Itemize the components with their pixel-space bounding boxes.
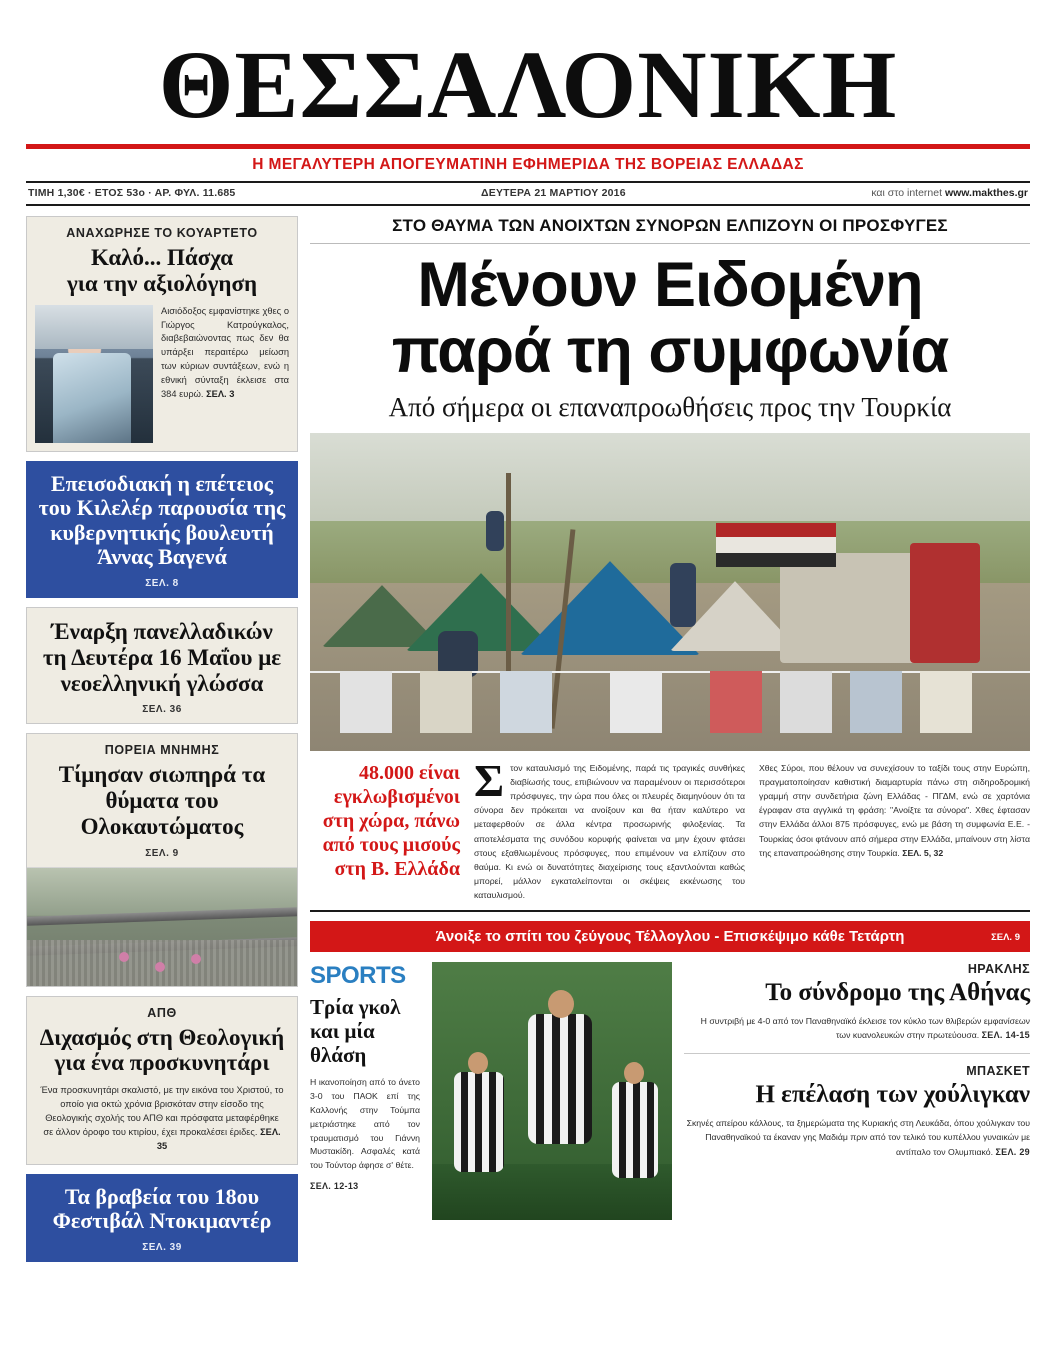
hanging-cloth bbox=[920, 671, 972, 733]
page-content bbox=[26, 216, 1030, 1271]
lead-headline-line1: Μένουν Ειδομένη bbox=[417, 250, 923, 321]
website-prefix: και στο internet bbox=[871, 187, 945, 200]
promo-strip-page-ref: ΣΕΛ. 9 bbox=[991, 932, 1020, 944]
player-head bbox=[468, 1052, 488, 1074]
teaser-body bbox=[684, 1117, 1030, 1160]
story-body-paragraph: Ένα προσκυνητάρι σκαλιστό, με την εικόνα του Χριστού, το οποίο για οκτώ χρόνια βρισκόταν στην είσοδο της Θεολογικής σχολής του ΑΠΘ και πρόσφατα μεταφέρθηκε σε άλλον όροφο του κτιρίου, έχει προκαλέσει έριδες. bbox=[40, 1085, 284, 1137]
teaser-iraklis[interactable] bbox=[684, 962, 1030, 1043]
player-head bbox=[548, 990, 574, 1018]
lead-page-ref: ΣΕΛ. 5, 32 bbox=[902, 847, 944, 858]
player-head bbox=[624, 1062, 644, 1084]
story-kicker: ΑΝΑΧΩΡΗΣΕ ΤΟ ΚΟΥΑΡΤΕΤΟ bbox=[66, 226, 258, 241]
person-figure bbox=[670, 563, 696, 627]
story-page-ref: ΣΕΛ. 36 bbox=[142, 704, 182, 716]
hanging-cloth bbox=[710, 671, 762, 733]
story-page-ref: ΣΕΛ. 35 bbox=[156, 1126, 281, 1151]
sports-body: Η ικανοποίηση από το άνετο 3-0 του ΠΑΟΚ επί της Καλλονής στην Τούμπα μετριάστηκε από τον τραυματισμό του Γιάννη Μυστακίδη. Ασφαλές κατά του Τούντορ άφησε σ' θέτε. bbox=[310, 1076, 420, 1171]
promo-strip-telloglou[interactable] bbox=[310, 921, 1030, 952]
sidebar-story-documentary[interactable] bbox=[26, 1174, 298, 1262]
website-url[interactable]: www.makthes.gr bbox=[944, 187, 1028, 200]
person-figure bbox=[486, 511, 504, 551]
football-player bbox=[454, 1072, 504, 1172]
lead-highlight: 48.000 είναι εγκλωβισμένοι στη χώρα, πάνω από τους μισούς στη Β. Ελλάδα bbox=[322, 762, 460, 881]
football-player bbox=[612, 1082, 658, 1178]
hanging-cloth bbox=[420, 671, 472, 733]
sidebar-story-kileler[interactable] bbox=[26, 461, 298, 599]
masthead-red-rule bbox=[26, 144, 1030, 149]
issue-info: ΤΙΜΗ 1,30€ · ΕΤΟΣ 53ο · ΑΡ. ΦΥΛ. 11.685 bbox=[28, 187, 236, 200]
left-sidebar bbox=[26, 216, 298, 1271]
story-page-ref: ΣΕΛ. 8 bbox=[145, 578, 179, 590]
hanging-cloth bbox=[850, 671, 902, 733]
story-headline: Τίμησαν σιωπηρά τα θύματα του Ολοκαυτώματος bbox=[58, 762, 266, 839]
football-player bbox=[528, 1014, 592, 1144]
lead-article-column-1 bbox=[474, 755, 745, 902]
teaser-body-text: Σκηνές απείρου κάλλους, τα ξημερώματα της Κυριακής στη Λευκάδα, όπου χούλιγκαν του Παναθηναϊκού τα έκαναν γης Μαδιάμ πριν από τον τελικό του κυπέλλου γυναικών με αντίπαλο τον Ολυμπιακό. bbox=[686, 1117, 1030, 1157]
lead-article-text-2: Χθες Σύροι, που θέλουν να συνεχίσουν το ταξίδι τους στην Ευρώπη, πραγματοποίησαν καθιστική διαμαρτυρία πάνω στη σιδηροδρομική γραμμή στην συνδετήρια ζώνη Ελλάδας - ΠΓΔΜ, ενώ σε χαρτόνια έγραφαν στα αγγλικά τη φράση: "Ανοίξτε τα σύνορα". Χθες έφτασαν στην Ελλάδα άλλοι 875 πρόσφυγες, ενώ με βάση τη συμφωνία Ε.Ε. - Τουρκίας όσοι φτάνουν από σήμερα στην Ελλάδα, μπαίνουν στη λίστα της επαναπροώθησης στην Τουρκία. bbox=[759, 763, 1030, 858]
teaser-kicker: ΗΡΑΚΛΗΣ bbox=[967, 962, 1030, 977]
masthead bbox=[26, 0, 1030, 206]
photo-sky bbox=[310, 433, 1030, 525]
story-body-wrap bbox=[27, 1084, 297, 1164]
story-kicker: ΠΟΡΕΙΑ ΜΝΗΜΗΣ bbox=[104, 743, 220, 758]
flower-decoration bbox=[119, 952, 129, 962]
teaser-body-text: Η συντριβή με 4-0 από τον Παναθηναϊκό έκλεισε τον κύκλο των θλιβερών εμφανίσεων των κυανολευκών στην πρωτεύουσα. bbox=[700, 1015, 1030, 1041]
lead-article-body bbox=[310, 755, 1030, 912]
promo-strip-text: Άνοιξε το σπίτι του ζεύγους Τέλλογλου - Επισκέψιμο κάθε Τετάρτη bbox=[435, 928, 905, 946]
main-column bbox=[310, 216, 1030, 1271]
teaser-divider bbox=[684, 1053, 1030, 1054]
story-page-ref: ΣΕΛ. 9 bbox=[145, 847, 179, 859]
story-headline-line1: Καλό... Πάσχα bbox=[90, 245, 234, 271]
lead-headline bbox=[310, 244, 1030, 386]
story-kicker: ΑΠΘ bbox=[147, 1005, 177, 1020]
flower-decoration bbox=[191, 954, 201, 964]
newspaper-title: ΘΕΣΣΑΛΟΝΙΚΗ bbox=[158, 31, 898, 138]
sports-teaser[interactable] bbox=[310, 962, 420, 1220]
lead-article-text-1: τον καταυλισμό της Ειδομένης, παρά τις τραγικές συνθήκες διαβίωσής τους, επιβιώνουν να παραμένουν οι περισσότεροι πρόσφυγες, την ώρα που όλες οι πλευρές διαμηνύουν ότι τα σύνορα δεν πρόκειται να ανοίξουν και θα ήταν καλύτερο να μεταφερθούν σε άλλα κέντρα προσωρινής φιλοξενίας. Τα αποτελέσματα της συνόδου κορυφής φαίνεται να μην έχουν φτάσει στους εξαθλιωμένους πρόσφυγες, που επιμένουν να ελπίζουν στο θαύμα. Κι ενώ οι δυνατότητες διαχείρισης τους εξαντλούνται καθώς μπορεί, μάλλον εγκαταλείπονται οι σκέψεις εκκένωσης του καταυλισμού. bbox=[474, 763, 745, 900]
lead-subheadline: Από σήμερα οι επαναπροωθήσεις προς την Τουρκία bbox=[388, 392, 952, 423]
dropcap: Σ bbox=[474, 755, 505, 807]
teaser-page-ref: ΣΕΛ. 29 bbox=[995, 1146, 1030, 1157]
tarp-shelter bbox=[780, 553, 930, 663]
publication-date: ΔΕΥΤΕΡΑ 21 ΜΑΡΤΙΟΥ 2016 bbox=[481, 187, 626, 200]
teaser-page-ref: ΣΕΛ. 14-15 bbox=[981, 1030, 1030, 1041]
teaser-kicker: ΜΠΑΣΚΕΤ bbox=[966, 1064, 1030, 1079]
story-headline bbox=[27, 243, 297, 305]
sports-headline: Τρία γκολ και μία θλάση bbox=[310, 995, 401, 1067]
hanging-cloth bbox=[500, 671, 552, 733]
flag-banner bbox=[716, 523, 836, 567]
story-page-ref: ΣΕΛ. 3 bbox=[206, 389, 235, 400]
sidebar-story-theology[interactable] bbox=[26, 996, 298, 1165]
bottom-section bbox=[310, 962, 1030, 1220]
lead-headline-line2: παρά τη συμφωνία bbox=[391, 315, 949, 386]
teaser-headline: Το σύνδρομο της Αθήνας bbox=[765, 979, 1030, 1007]
story-headline: Έναρξη πανελλαδικών τη Δευτέρα 16 Μαΐου με νεοελληνική γλώσσα bbox=[42, 619, 282, 696]
tarp-shelter bbox=[910, 543, 980, 663]
story-headline: Τα βραβεία του 18ου Φεστιβάλ Ντοκιμαντέρ bbox=[52, 1183, 272, 1234]
bottom-right-teasers bbox=[684, 962, 1030, 1220]
masthead-infobar bbox=[26, 183, 1030, 206]
story-headline: Επεισοδιακή η επέτειος του Κιλελέρ παρουσία της κυβερνητικής βουλευτή Άννας Βαγενά bbox=[38, 470, 286, 570]
sports-page-ref: ΣΕΛ. 12-13 bbox=[310, 1181, 359, 1192]
hanging-cloth bbox=[610, 671, 662, 733]
story-page-ref: ΣΕΛ. 39 bbox=[142, 1242, 182, 1254]
lead-article-column-2 bbox=[759, 761, 1030, 902]
sidebar-story-exams[interactable] bbox=[26, 607, 298, 724]
story-body-text bbox=[161, 305, 289, 443]
story-body-row bbox=[27, 305, 297, 451]
rail-line bbox=[27, 907, 297, 925]
teaser-headline: Η επέλαση των χούλιγκαν bbox=[755, 1081, 1030, 1109]
lead-photo-idomeni-camp bbox=[310, 433, 1030, 751]
sports-photo-paok bbox=[432, 962, 672, 1220]
flower-decoration bbox=[155, 962, 165, 972]
story-body-paragraph: Αισιόδοξος εμφανίστηκε χθες ο Γιώργος Κατρούγκαλος, διαβεβαιώνοντας πως δεν θα υπάρξει περαιτέρω μείωση των κύριων συντάξεων, ενώ η εθνική σύνταξη έκλεισε στα 384 ευρώ. bbox=[161, 305, 289, 400]
sidebar-story-holocaust[interactable] bbox=[26, 733, 298, 986]
lead-kicker: ΣΤΟ ΘΑΥΜΑ ΤΩΝ ΑΝΟΙΧΤΩΝ ΣΥΝΟΡΩΝ ΕΛΠΙΖΟΥΝ ΟΙ ΠΡΟΣΦΥΓΕΣ bbox=[310, 216, 1030, 244]
masthead-tagline: Η ΜΕΓΑΛΥΤΕΡΗ ΑΠΟΓΕΥΜΑΤΙΝΗ ΕΦΗΜΕΡΙΔΑ ΤΗΣ ΒΟΡΕΙΑΣ ΕΛΛΑΔΑΣ bbox=[252, 156, 804, 174]
story-photo-railway bbox=[27, 867, 297, 986]
story-photo-minister-car bbox=[35, 305, 153, 443]
story-headline-line2: για την αξιολόγηση bbox=[66, 270, 258, 296]
website-info bbox=[871, 187, 1028, 199]
story-body-text bbox=[39, 1084, 285, 1154]
hanging-cloth bbox=[780, 671, 832, 733]
sidebar-story-pensions[interactable] bbox=[26, 216, 298, 452]
teaser-basket[interactable] bbox=[684, 1064, 1030, 1159]
hanging-cloth bbox=[340, 671, 392, 733]
teaser-body bbox=[684, 1015, 1030, 1044]
story-headline: Διχασμός στη Θεολογική για ένα προσκυνητάρι bbox=[39, 1024, 285, 1076]
sports-section-label: SPORTS bbox=[310, 962, 406, 990]
